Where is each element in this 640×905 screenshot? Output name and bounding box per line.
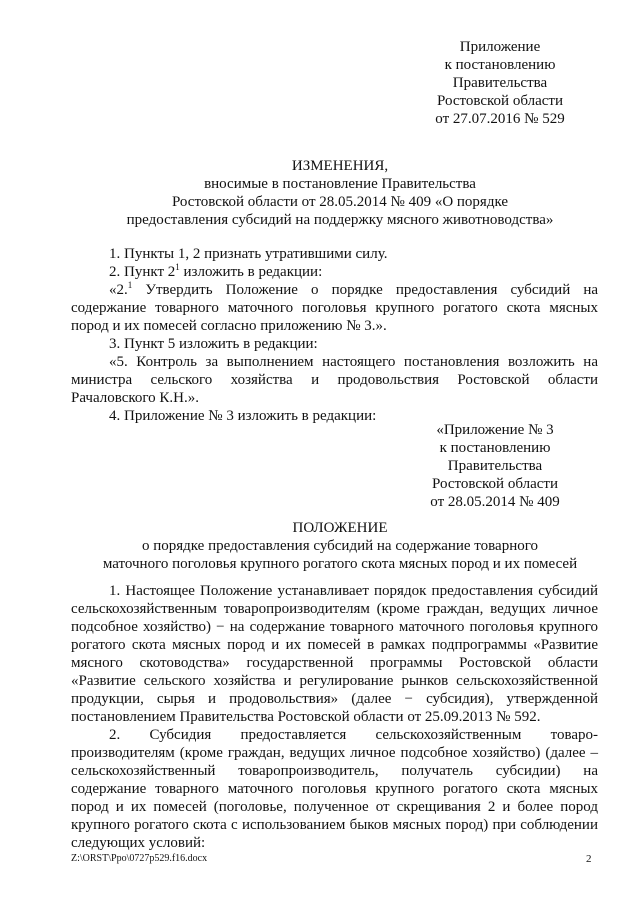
item-2-quote-text: Утвердить Положение о порядке предоставления субсидий на содержание товарного маточного поголовья крупного рогатого скота мясных пород и их помесей согласно приложению № 3.». [71,282,598,334]
item-3: 3. Пункт 5 изложить в редакции: [109,336,318,352]
appendix-line: Приложение [459,39,541,55]
item-2-text: 2. Пункт 2 [109,264,176,280]
item-4: 4. Приложение № 3 изложить в редакции: [109,408,377,424]
changes-title: ИЗМЕНЕНИЯ, [291,158,389,174]
changes-heading [80,157,600,229]
item-2-text-end: изложить в редакции: [179,264,323,280]
item-2-quote-superscript: 1 [127,280,133,290]
appendix-line: от 27.07.2016 № 529 [435,111,565,127]
appendix-line: Ростовской области [432,476,558,492]
item-2-quote-start: «2. [109,282,128,298]
changes-subtitle-line: вносимые в постановление Правительства [204,176,476,192]
regulation-paragraph-1: 1. Настоящее Положение устанавливает порядок предоставления субсидий сельскохозяйственным товаропроизводителям (кроме граждан, ведущих личное подсобное хозяйство) − на содержание товарного маточного поголовья крупного рогатого скота мясных пород и их помесей в рамках подпрограммы «Развитие мясного скотоводства» государственной программы Ростовской области «Развитие сельского хозяйства и регулирование рынков сельскохозяйственной продукции, сырья и продовольствия» (далее − субсидия), утвержденной постановлением Правительства Ростовской области от 25.09.2013 № 592. [71,583,598,725]
regulation-title: ПОЛОЖЕНИЕ [292,520,388,536]
appendix-line: «Приложение № 3 [436,422,554,438]
item-2 [71,263,598,281]
appendix-3-header [400,421,590,511]
appendix-header [390,38,610,128]
regulation-subtitle-line: маточного поголовья крупного рогатого скота мясных пород и их помесей [102,556,578,572]
appendix-line: Правительства [447,458,543,474]
changes-items [71,245,598,425]
appendix-line: к постановлению [444,57,556,73]
item-1: 1. Пункты 1, 2 признать утратившими силу. [109,246,388,262]
changes-subtitle-line: Ростовской области от 28.05.2014 № 409 «О порядке [171,194,509,210]
regulation-body [71,582,598,852]
regulation-heading [80,519,600,573]
item-2-superscript: 1 [175,262,180,272]
page-number: 2 [586,853,592,865]
item-3-quote: «5. Контроль за выполнением настоящего постановления возложить на министра сельского хозяйства и продовольствия Ростовской области Рачаловского К.Н.». [71,354,598,406]
regulation-subtitle-line: о порядке предоставления субсидий на содержание товарного [141,538,539,554]
footer-file-path: Z:\ORST\Ppo\0727p529.f16.docx [71,853,208,864]
appendix-line: от 28.05.2014 № 409 [430,494,560,510]
appendix-line: Ростовской области [437,93,563,109]
appendix-line: к постановлению [439,440,551,456]
appendix-line: Правительства [452,75,548,91]
regulation-paragraph-2: 2. Субсидия предоставляется сельскохозяйственным товаро-производителям (кроме граждан, ведущих личное подсобное хозяйство) (далее – сельскохозяйственный товаропроизводитель, получатель субсидии) на содержание товарного маточного поголовья крупного рогатого скота мясных пород и их помесей (поголовье, полученное от скрещивания 2 и более пород крупного рогатого скота с использованием быков мясных пород) при соблюдении следующих условий: [71,727,598,851]
changes-subtitle-line: предоставления субсидий на поддержку мясного животноводства» [126,212,554,228]
item-2-quote [71,281,598,335]
